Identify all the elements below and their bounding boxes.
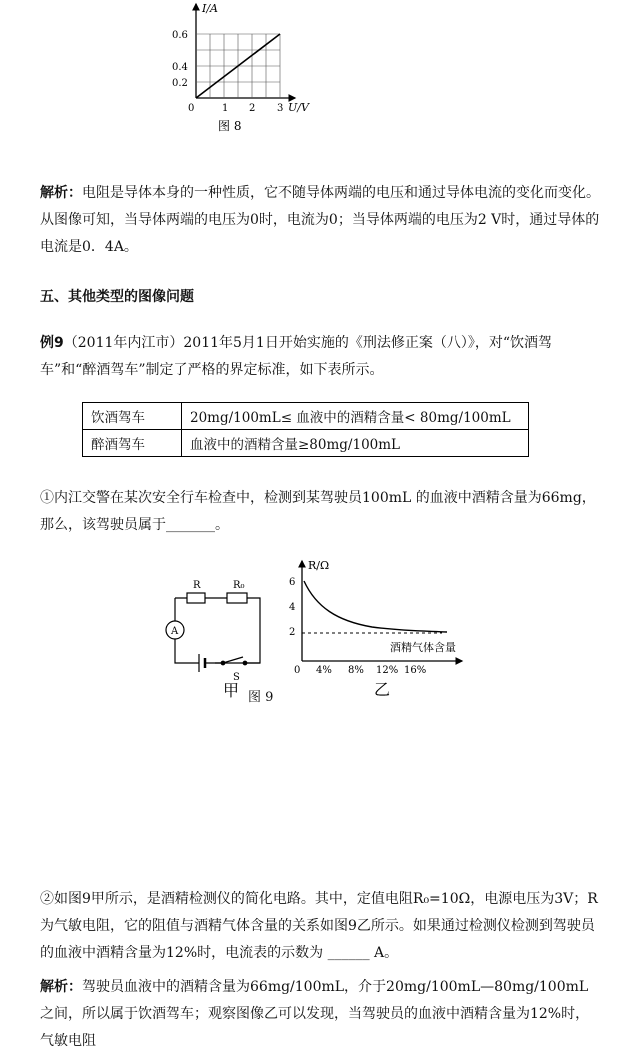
switch-label: S xyxy=(233,672,240,683)
example-text: （2011年内江市）2011年5月1日开始实施的《刑法修正案（八）》，对“饮酒驾车”和“醉酒驾车”制定了严格的界定标准，如下表所示。 xyxy=(40,335,552,378)
analysis-label: 解析： xyxy=(40,979,82,995)
fig8-x-tick: 0 xyxy=(188,103,195,114)
fig8-y-tick: 0.4 xyxy=(172,62,188,73)
fig9-resistance-curve xyxy=(304,581,447,632)
fig9-x-tick: 16% xyxy=(404,665,427,676)
figure-9-caption: 图 9 xyxy=(248,690,274,705)
figure-9-circuit xyxy=(155,568,285,703)
resistor-r0 xyxy=(227,593,247,603)
fig8-y-tick: 0.2 xyxy=(172,78,188,89)
fig9-x-tick: 12% xyxy=(376,665,399,676)
analysis-paragraph-1 xyxy=(40,180,600,261)
analysis-paragraph-2 xyxy=(40,974,600,1055)
fig9-y-tick: 4 xyxy=(289,602,296,613)
fig9-y-label: R/Ω xyxy=(308,559,330,572)
section-heading: 五、其他类型的图像问题 xyxy=(40,289,194,305)
circuit-subcaption: 甲 xyxy=(223,681,240,700)
fig9-x-tick: 8% xyxy=(348,665,364,676)
analysis-text: 驾驶员血液中的酒精含量为66mg/100mL，介于20mg/100mL—80mg/100mL 之间，所以属于饮酒驾车；观察图像乙可以发现，当驾驶员的血液中酒精含量为12%时，气敏电阻 xyxy=(40,979,590,1049)
graph-subcaption: 乙 xyxy=(374,680,391,699)
fig8-x-tick: 1 xyxy=(222,103,229,114)
question-1-paragraph: ①内江交警在某次安全行车检查中，检测到某驾驶员100mL 的血液中酒精含量为66mg，那么，该驾驶员属于_______。 xyxy=(40,490,596,533)
table-cell: 20mg/100mL≤ 血液中的酒精含量< 80mg/100mL xyxy=(182,403,529,430)
table-row xyxy=(83,403,529,430)
fig8-x-tick: 3 xyxy=(277,103,284,114)
drink-driving-table xyxy=(82,402,529,457)
table-cell: 饮酒驾车 xyxy=(83,403,182,430)
fig9-y-tick: 6 xyxy=(289,577,296,588)
table-row xyxy=(83,430,529,457)
fig8-x-tick: 2 xyxy=(249,103,256,114)
fig8-x-label: U/V xyxy=(288,101,309,114)
fig8-y-label: I/A xyxy=(202,2,218,15)
fig8-y-tick: 0.6 xyxy=(172,30,188,41)
example-9-paragraph xyxy=(40,330,600,384)
resistor-r0-label: R₀ xyxy=(233,580,245,591)
ammeter-label: A xyxy=(171,626,179,637)
fig8-caption: 图 8 xyxy=(218,119,242,133)
fig9-curve-label: 酒精气体含量 xyxy=(390,641,456,654)
figure-9-graph xyxy=(282,555,472,705)
table-cell: 血液中的酒精含量≥80mg/100mL xyxy=(182,430,529,457)
table-cell: 醉酒驾车 xyxy=(83,430,182,457)
question-2-paragraph: ②如图9甲所示，是酒精检测仪的简化电路。其中，定值电阻R₀=10Ω，电源电压为3V；R为气敏电阻，它的阻值与酒精气体含量的关系如图9乙所示。如果通过检测仪检测到驾驶员的血液中酒精含量为12%时，电流表的示数为 ______ A。 xyxy=(40,891,598,961)
analysis-text: 电阻是导体本身的一种性质，它不随导体两端的电压和通过导体电流的变化而变化。从图像可知，当导体两端的电压为0时，电流为0；当导体两端的电压为2 V时，通过导体的电流是0．4A。 xyxy=(40,185,600,255)
figure-8-graph xyxy=(160,0,330,140)
fig9-y-tick: 2 xyxy=(289,627,296,638)
analysis-label: 解析： xyxy=(40,185,82,201)
resistor-r-label: R xyxy=(193,580,201,591)
fig9-x-tick: 0 xyxy=(294,665,301,676)
example-label: 例9 xyxy=(40,335,64,351)
resistor-r xyxy=(187,593,205,603)
switch-blade xyxy=(223,657,243,663)
fig9-x-tick: 4% xyxy=(316,665,332,676)
